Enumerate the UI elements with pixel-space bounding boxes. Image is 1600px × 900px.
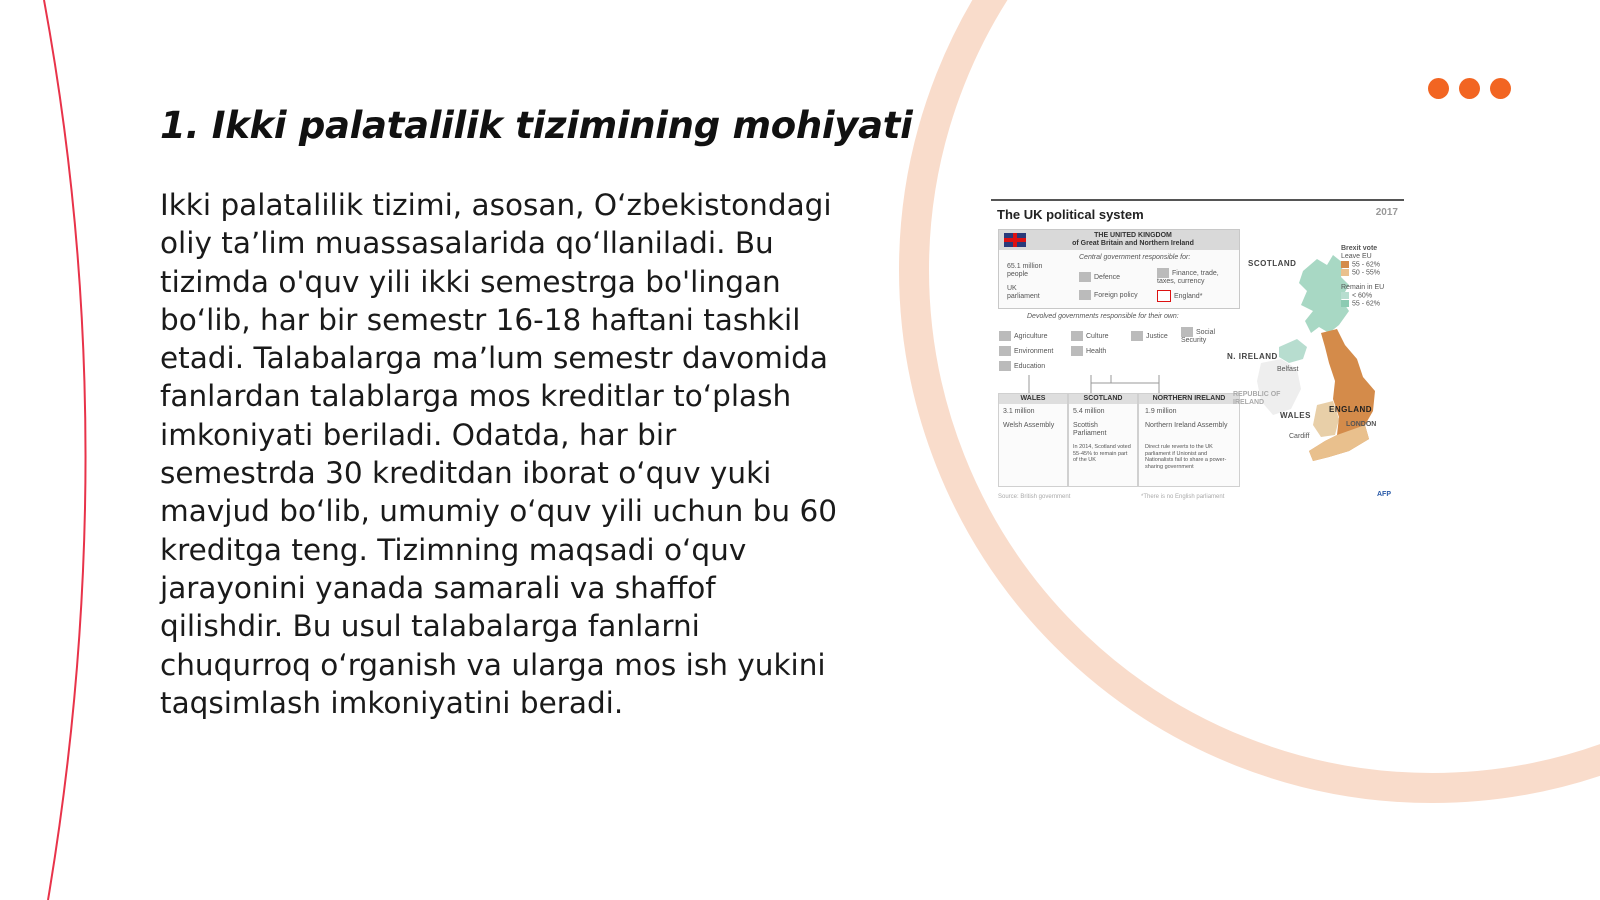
legend-row bbox=[1341, 261, 1401, 269]
legend-swatch bbox=[1341, 261, 1349, 268]
decorative-dots bbox=[1428, 78, 1511, 99]
parliament-line: UK bbox=[1007, 285, 1017, 292]
paragraph-line: etadi. Talabalarga ma’lum semestr davomida bbox=[160, 341, 828, 376]
social-security-icon bbox=[1181, 327, 1193, 337]
uk-header bbox=[999, 230, 1239, 250]
devolved-item bbox=[999, 346, 1053, 356]
central-item-label: England* bbox=[1174, 292, 1203, 300]
region-name: WALES bbox=[999, 394, 1067, 404]
devolved-item bbox=[1071, 346, 1106, 356]
devolved-item bbox=[999, 331, 1047, 341]
paragraph-line: bo‘lib, har bir semestr 16-18 haftani tashkil bbox=[160, 302, 801, 337]
health-icon bbox=[1071, 346, 1083, 356]
environment-icon bbox=[999, 346, 1011, 356]
paragraph-line: chuqurroq o‘rganish va ularga mos ish yukini bbox=[160, 647, 826, 682]
uk-government-box bbox=[998, 229, 1240, 309]
paragraph-line: qilishdir. Bu usul talabalarga fanlarni bbox=[160, 609, 700, 644]
devolved-item-label: Health bbox=[1086, 347, 1107, 355]
central-item bbox=[1157, 290, 1202, 302]
northern-ireland-region bbox=[1279, 339, 1307, 363]
region-population: 5.4 million bbox=[1073, 408, 1105, 415]
brexit-legend bbox=[1341, 245, 1401, 308]
map-label-cardiff: Cardiff bbox=[1289, 433, 1310, 440]
connector-lines bbox=[991, 371, 1241, 395]
paragraph-line: mavjud bo‘lib, umumiy o‘quv yili uchun bu 60 bbox=[160, 494, 838, 529]
legend-range: < 60% bbox=[1352, 292, 1373, 300]
map-label-wales: WALES bbox=[1280, 411, 1311, 420]
map-label-scotland: SCOTLAND bbox=[1248, 259, 1297, 268]
orange-dot bbox=[1490, 78, 1511, 99]
slide-title: 1. Ikki palatalilik tizimining mohiyati bbox=[160, 104, 913, 147]
devolved-item-label: Education bbox=[1014, 362, 1046, 370]
central-item-label: Finance, trade, taxes, currency bbox=[1157, 269, 1219, 285]
central-item bbox=[1157, 268, 1237, 286]
education-icon bbox=[999, 361, 1011, 371]
paragraph-line: jarayonini yanada samarali va shaffof bbox=[160, 570, 716, 605]
central-item-label: Foreign policy bbox=[1094, 291, 1138, 299]
devolved-item bbox=[1071, 331, 1109, 341]
central-item-label: Defence bbox=[1094, 273, 1121, 281]
agriculture-icon bbox=[999, 331, 1011, 341]
legend-row bbox=[1341, 269, 1401, 277]
region-box-scotland bbox=[1068, 393, 1138, 487]
legend-range: 50 - 55% bbox=[1352, 269, 1381, 277]
infographic-source: Source: British government bbox=[998, 494, 1071, 500]
infographic-footnote: *There is no English parliament bbox=[1141, 494, 1225, 500]
devolved-item bbox=[999, 361, 1045, 371]
region-note: In 2014, Scotland voted 55-45% to remain part of the UK bbox=[1073, 444, 1131, 463]
devolved-item bbox=[1181, 327, 1237, 345]
map-label-london: LONDON bbox=[1346, 421, 1377, 428]
region-body: Scottish Parliament bbox=[1073, 422, 1107, 437]
legend-range: 55 - 62% bbox=[1352, 300, 1381, 308]
map-label-republic-of-ireland: REPUBLIC OF IRELAND bbox=[1233, 391, 1281, 406]
central-gov-label: Central government responsible for: bbox=[1079, 254, 1191, 261]
uk-name-line: THE UNITED KINGDOM bbox=[1094, 232, 1172, 239]
finance-icon bbox=[1157, 268, 1169, 278]
region-box-wales bbox=[998, 393, 1068, 487]
union-jack-icon bbox=[1004, 233, 1026, 247]
legend-swatch bbox=[1341, 269, 1349, 276]
legend-row bbox=[1341, 292, 1401, 300]
devolved-gov-label: Devolved governments responsible for their own: bbox=[1027, 313, 1179, 320]
map-label-england: ENGLAND bbox=[1329, 405, 1373, 414]
devolved-item bbox=[1131, 331, 1168, 341]
paragraph-line: oliy ta’lim muassasalarida qo‘llaniladi. Bu bbox=[160, 226, 774, 261]
population-value: 65.1 million bbox=[1007, 263, 1043, 270]
region-note: Direct rule reverts to the UK parliament if Unionist and Nationalists fail to share a power-sharing government bbox=[1145, 444, 1227, 470]
parliament-line: parliament bbox=[1007, 293, 1040, 300]
devolved-item-label: Justice bbox=[1146, 332, 1168, 340]
orange-dot bbox=[1428, 78, 1449, 99]
legend-swatch bbox=[1341, 292, 1349, 299]
justice-icon bbox=[1131, 331, 1143, 341]
devolved-item-label: Agriculture bbox=[1014, 332, 1048, 340]
legend-row bbox=[1341, 300, 1401, 308]
orange-dot bbox=[1459, 78, 1480, 99]
map-label-belfast: Belfast bbox=[1277, 366, 1299, 373]
infographic-title: The UK political system bbox=[997, 207, 1144, 222]
uk-parliament-label bbox=[1007, 285, 1040, 301]
paragraph-line: fanlardan talablarga mos kreditlar to‘plash bbox=[160, 379, 792, 414]
slide-body-paragraph bbox=[160, 186, 848, 722]
central-item bbox=[1079, 272, 1120, 282]
england-flag-icon bbox=[1157, 290, 1171, 302]
infographic-logo: 2017 bbox=[1375, 207, 1398, 218]
defence-icon bbox=[1079, 272, 1091, 282]
population-unit: people bbox=[1007, 271, 1029, 278]
afp-credit: AFP bbox=[1377, 491, 1391, 498]
devolved-item-label: Culture bbox=[1086, 332, 1109, 340]
central-item bbox=[1079, 290, 1138, 300]
uk-political-system-infographic bbox=[991, 199, 1404, 507]
region-population: 1.9 million bbox=[1145, 408, 1177, 415]
legend-range: 55 - 62% bbox=[1352, 261, 1381, 269]
devolved-item-label: Environment bbox=[1014, 347, 1054, 355]
region-name: SCOTLAND bbox=[1069, 394, 1137, 404]
legend-swatch bbox=[1341, 300, 1349, 307]
foreign-policy-icon bbox=[1079, 290, 1091, 300]
paragraph-line: imkoniyati beriladi. Odatda, har bir bbox=[160, 417, 677, 452]
region-population: 3.1 million bbox=[1003, 408, 1035, 415]
uk-name bbox=[1033, 232, 1233, 248]
legend-leave-label: Leave EU bbox=[1341, 253, 1372, 260]
paragraph-line: tizimda o'quv yili ikki semestrga bo'lingan bbox=[160, 264, 781, 299]
region-body: Northern Ireland Assembly bbox=[1145, 422, 1228, 429]
legend-title: Brexit vote bbox=[1341, 245, 1378, 252]
paragraph-line: kreditga teng. Tizimning maqsadi o‘quv bbox=[160, 532, 747, 567]
region-box-northern-ireland bbox=[1138, 393, 1240, 487]
paragraph-line: Ikki palatalilik tizimi, asosan, O‘zbekistondagi bbox=[160, 188, 832, 222]
legend-remain-label: Remain in EU bbox=[1341, 283, 1385, 291]
map-label-n-ireland: N. IRELAND bbox=[1227, 352, 1278, 361]
region-body: Welsh Assembly bbox=[1003, 422, 1055, 429]
paragraph-line: taqsimlash imkoniyatini beradi. bbox=[160, 685, 624, 720]
population-stat bbox=[1007, 263, 1042, 279]
devolved-item-label: Social Security bbox=[1181, 328, 1216, 344]
region-name: NORTHERN IRELAND bbox=[1139, 394, 1239, 404]
left-accent-line bbox=[44, 0, 86, 900]
uk-name-line: of Great Britain and Northern Ireland bbox=[1072, 240, 1194, 247]
paragraph-line: semestrda 30 kreditdan iborat o‘quv yuki bbox=[160, 456, 772, 491]
culture-icon bbox=[1071, 331, 1083, 341]
